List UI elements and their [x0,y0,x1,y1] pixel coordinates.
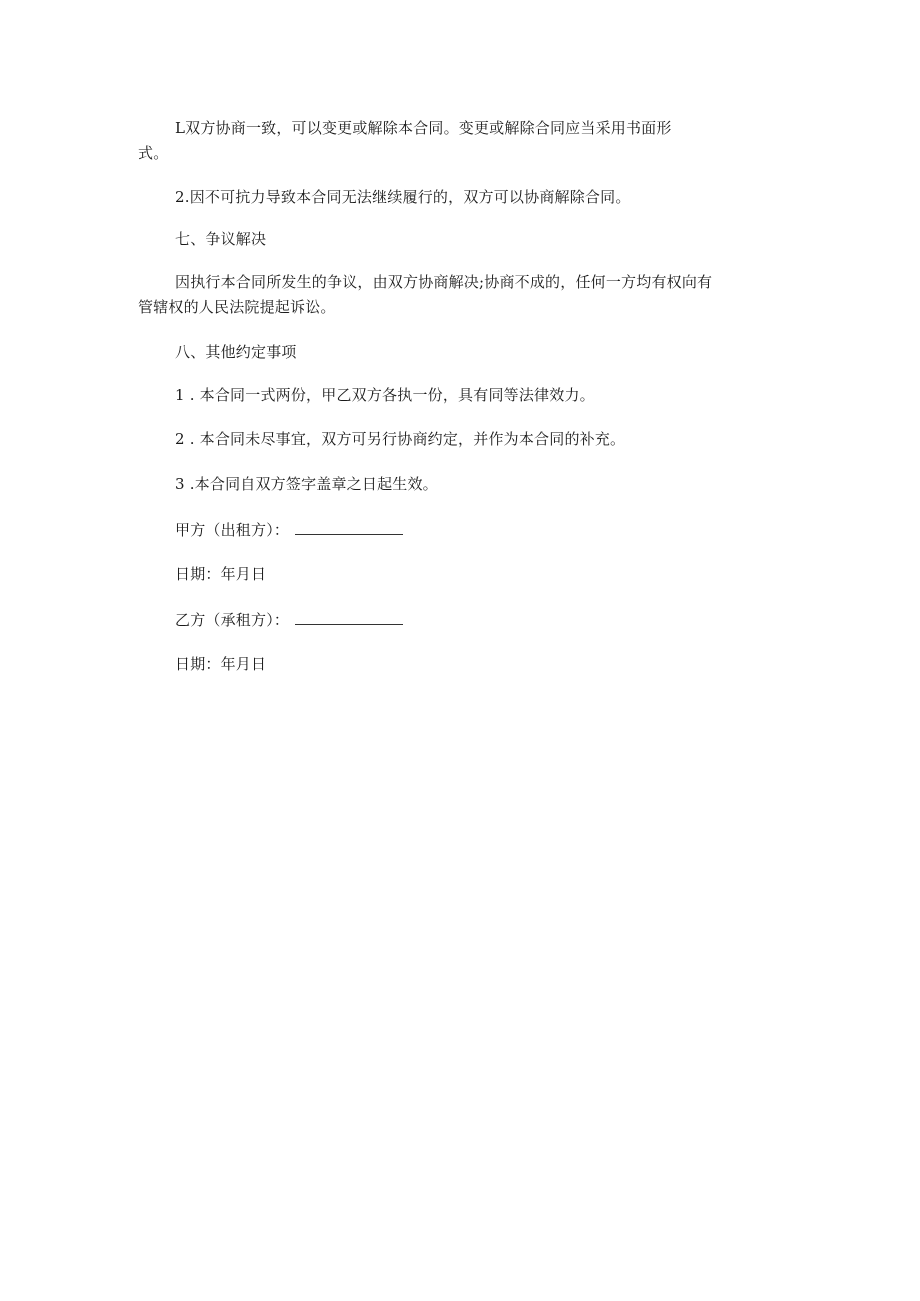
party-a-signature-line [175,520,403,540]
section6-item1-line2: 式。 [138,144,169,162]
section8-item1: 1 . 本合同一式两份，甲乙双方各执一份，具有同等法律效力。 [175,386,595,404]
section7-heading: 七、争议解决 [175,230,267,248]
party-a-label: 甲方（出租方）： [175,521,290,539]
party-b-date: 日期：年月日 [175,655,267,673]
section8-item2: 2 . 本合同未尽事宜，双方可另行协商约定，并作为本合同的补充。 [175,430,626,448]
party-b-signature-line [175,610,403,630]
section7-paragraph-line1: 因执行本合同所发生的争议，由双方协商解决;协商不成的，任何一方均有权向有 [175,273,713,291]
party-a-signature-blank [295,520,403,535]
party-b-signature-blank [295,610,403,625]
section8-item3: 3 .本合同自双方签字盖章之日起生效。 [175,475,438,493]
section6-item1-line1: L双方协商一致，可以变更或解除本合同。变更或解除合同应当采用书面形 [175,119,672,137]
section6-item2: 2.因不可抗力导致本合同无法继续履行的，双方可以协商解除合同。 [175,188,631,206]
party-b-label: 乙方（承租方）： [175,611,290,629]
section7-paragraph-line2: 管辖权的人民法院提起诉讼。 [138,298,336,316]
party-a-date: 日期：年月日 [175,565,267,583]
section8-heading: 八、其他约定事项 [175,343,297,361]
